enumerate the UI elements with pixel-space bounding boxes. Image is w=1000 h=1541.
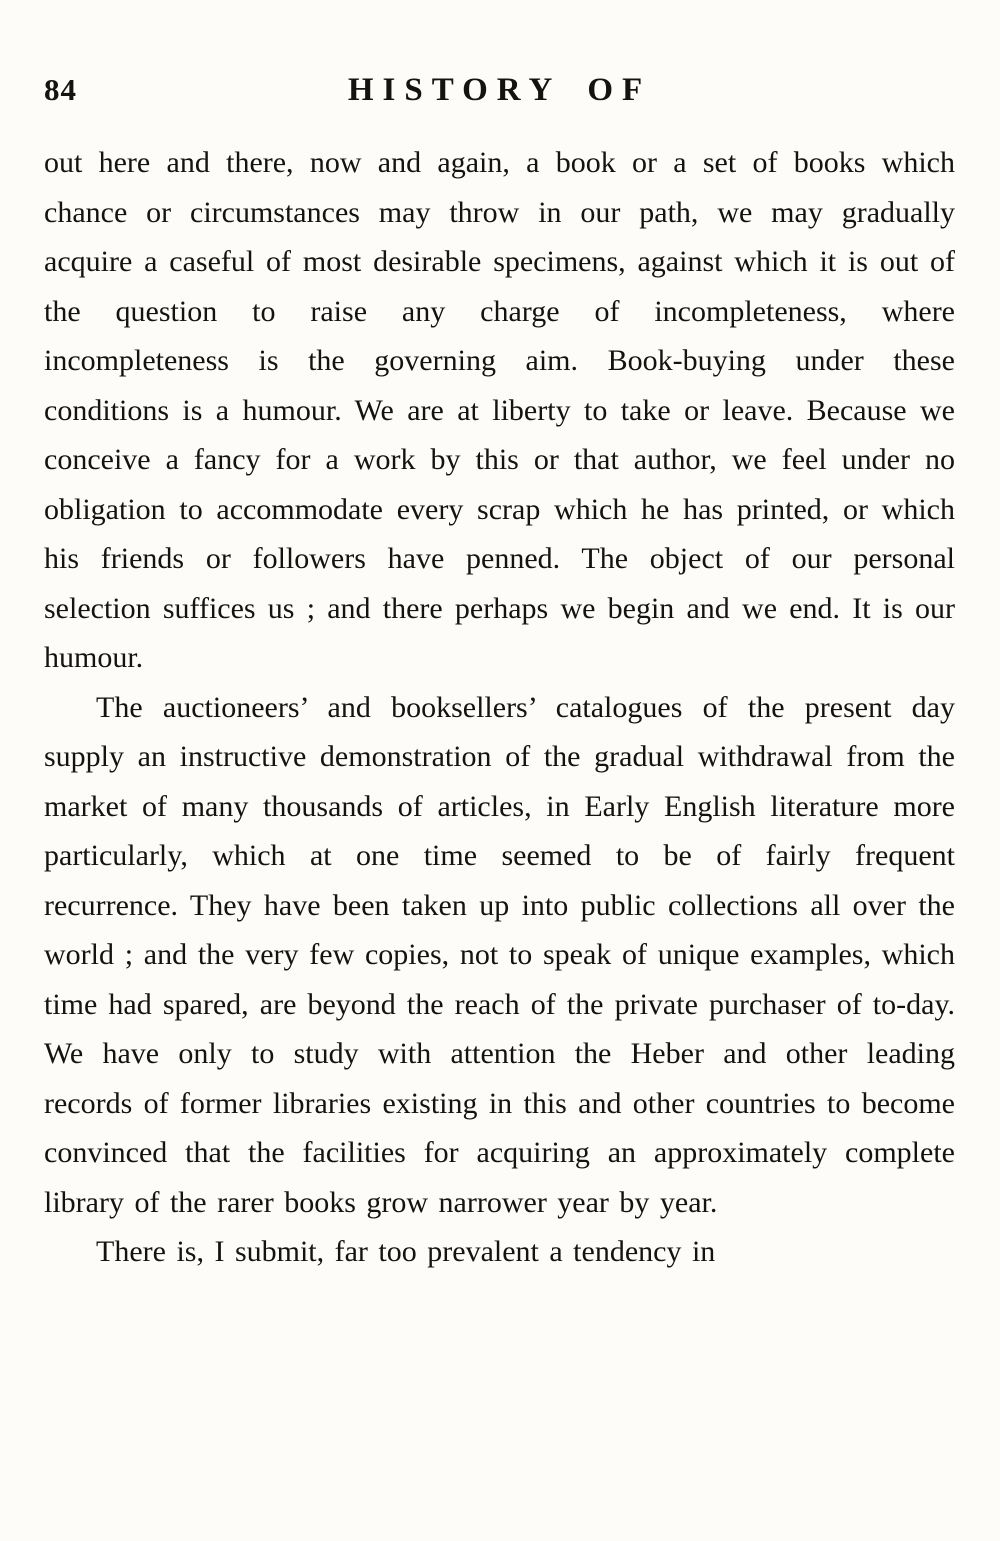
page-number: 84 bbox=[44, 72, 77, 107]
page-header bbox=[44, 72, 955, 116]
paragraph: The auctioneers’ and booksellers’ catalogues of the present day supply an instructive demonstration of the gradual withdrawal from the market of many thousands of articles, in Early English literature more particularly, which at one time seemed to be of fairly frequent recurrence. They have been taken up into public collections all over the world ; and the very few copies, not to speak of unique examples, which time had spared, are beyond the reach of the private purchaser of to-day. We have only to study with attention the Heber and other leading records of former libraries existing in this and other countries to become convinced that the facilities for acquiring an approximately complete library of the rarer books grow narrower year by year. bbox=[44, 690, 955, 1219]
running-title: HISTORY OF bbox=[347, 72, 652, 108]
body-text bbox=[44, 138, 955, 1277]
paragraph: There is, I submit, far too prevalent a tendency in bbox=[96, 1235, 716, 1268]
paragraph: out here and there, now and again, a book or a set of books which chance or circumstances may throw in our path, we may gradually acquire a caseful of most desirable specimens, against which it is out of the question to raise any charge of incompleteness, where incompleteness is the governing aim. Book-buying under these conditions is a humour. We are at liberty to take or leave. Because we conceive a fancy for a work by this or that author, we feel under no obligation to accommodate every scrap which he has printed, or which his friends or followers have penned. The object of our personal selection suffices us ; and there perhaps we begin and we end. It is our humour. bbox=[44, 146, 955, 674]
